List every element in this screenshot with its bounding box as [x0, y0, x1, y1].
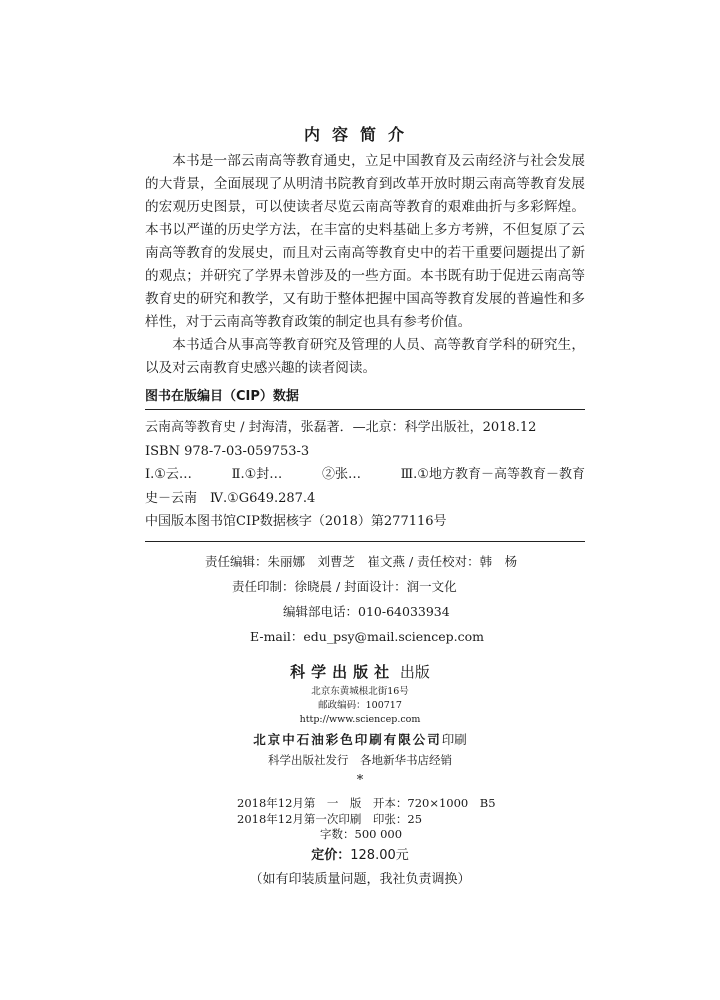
spec-wordcount: 字数：500 000 — [320, 827, 403, 841]
cip-class-line-b: 史－云南 Ⅳ.①G649.287.4 — [145, 490, 316, 506]
printer-line — [0, 729, 720, 751]
credit-phone: 编辑部电话：010-64033934 — [283, 604, 450, 619]
printer-name: 北京中石油彩色印刷有限公司 — [253, 732, 442, 747]
spec-printing: 2018年12月第一次印刷 印张：25 — [237, 811, 423, 826]
publisher-address: 北京东黄城根北街16号 — [311, 686, 409, 697]
printer-suffix: 印刷 — [441, 732, 467, 747]
cip-class-a-1: Ⅰ.①云… — [145, 467, 192, 482]
credit-editors: 责任编辑：朱丽娜 刘曹芝 崔文燕 / 责任校对：韩 杨 — [205, 554, 518, 569]
cip-class-a-3: ②张… — [321, 467, 361, 482]
intro-body — [145, 150, 585, 380]
replacement-note: （如有印装质量问题，我社负责调换） — [249, 872, 471, 887]
cip-bottom-rule — [145, 541, 585, 542]
cip-isbn: ISBN 978-7-03-059753-3 — [145, 443, 310, 459]
cip-class-a-4: Ⅲ.①地方教育－高等教育－教育 — [400, 467, 585, 482]
distribution-line: 科学出版社发行 各地新华书店经销 — [268, 753, 452, 767]
intro-title: 内容简介 — [303, 125, 416, 144]
publisher-website: http://www.sciencep.com — [299, 714, 421, 725]
publisher-block — [0, 659, 720, 788]
price-value: 128.00元 — [350, 848, 409, 863]
cip-class-a-2: Ⅱ.①封… — [231, 467, 283, 482]
publisher-name-line — [0, 659, 720, 685]
publisher-postcode: 邮政编码：100717 — [318, 700, 402, 711]
intro-paragraph-2: 本书适合从事高等教育研究及管理的人员、高等教育学科的研究生，以及对云南教育史感兴趣的读者阅读。 — [145, 337, 585, 376]
cip-title-line: 云南高等教育史 / 封海清，张磊著．—北京：科学出版社，2018.12 — [145, 420, 537, 435]
price-label: 定价： — [311, 848, 351, 863]
separator-star: * — [356, 773, 364, 788]
publisher-suffix: 出版 — [399, 663, 430, 681]
cip-number: 中国版本图书馆CIP数据核字（2018）第277116号 — [145, 514, 447, 529]
cip-class-line-a — [145, 463, 585, 487]
credit-printing: 责任印制：徐晓晨 / 封面设计：润一文化 — [232, 579, 457, 594]
intro-paragraph-1: 本书是一部云南高等教育通史，立足中国教育及云南经济与社会发展的大背景，全面展现了从明清书院教育到改革开放时期云南高等教育发展的宏观历史图景，可以使读者尽览云南高等教育的艰难曲折与多彩辉煌。本书以严谨的历史学方法，在丰富的史料基础上多方考辨，不但复原了云南高等教育的发展史，而且对云南高等教育史中的若干重要问题提出了新的观点；并研究了学界未曾涉及的一些方面。本书既有助于促进云南高等教育史的研究和教学，又有助于整体把握中国高等教育发展的普遍性和多样性，对于云南高等教育政策的制定也具有参考价值。 — [145, 153, 585, 330]
cip-top-rule — [145, 409, 585, 410]
credit-email: E-mail：edu_psy@mail.sciencep.com — [250, 629, 484, 644]
spec-edition: 2018年12月第 一 版 开本：720×1000 B5 — [237, 796, 496, 810]
cip-heading: 图书在版编目（CIP）数据 — [145, 389, 299, 404]
publisher-name: 科学出版社 — [290, 663, 396, 681]
price-line — [0, 846, 720, 866]
cip-record — [145, 416, 585, 534]
